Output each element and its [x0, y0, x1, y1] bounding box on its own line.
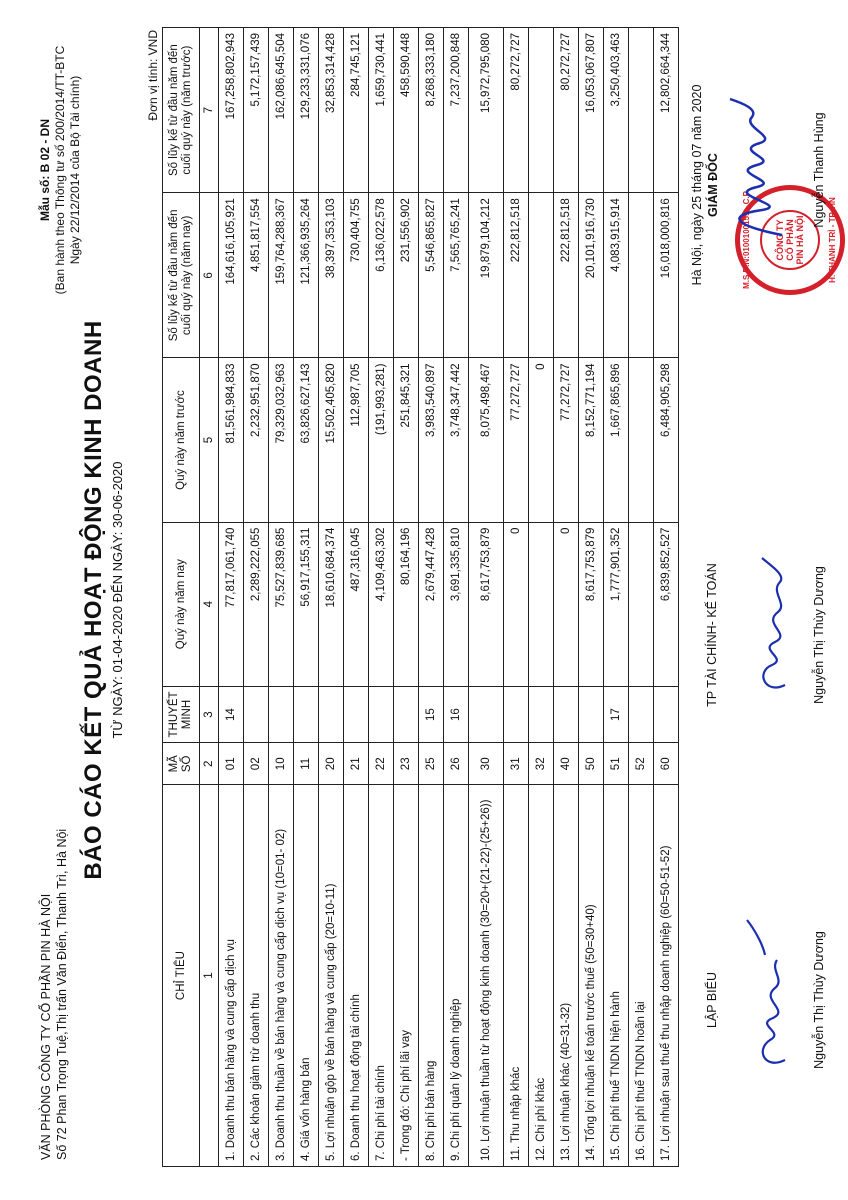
row-item-name: 17. Lợi nhuận sau thuế thu nhập doanh nghiệp (60=50-51-52) [654, 785, 679, 1167]
preparer-signature [735, 910, 805, 1080]
table-row [344, 28, 369, 1167]
table-row [629, 28, 654, 1167]
row-quarter-previous: 77,272,727 [504, 358, 529, 522]
row-ytd-current: 7,565,765,241 [444, 193, 469, 358]
director-name: Nguyễn Thanh Hùng [812, 112, 826, 228]
row-code: 10 [269, 743, 294, 785]
row-note [579, 686, 604, 743]
col-header-q-prev: Quý này năm trước [163, 358, 200, 522]
table-row [654, 28, 679, 1167]
row-note [504, 686, 529, 743]
row-code: 30 [469, 743, 504, 785]
row-ytd-previous: 12,802,664,344 [654, 28, 679, 193]
row-quarter-current: 77,817,061,740 [219, 522, 244, 686]
table-row [219, 28, 244, 1167]
director-title: GIÁM ĐỐC [706, 153, 720, 217]
row-quarter-previous: 2,232,951,870 [244, 358, 269, 522]
table-row [604, 28, 629, 1167]
col-header-code: MÃ SỐ [163, 743, 200, 785]
row-ytd-previous [629, 28, 654, 193]
row-ytd-previous [529, 28, 554, 193]
row-note: 17 [604, 686, 629, 743]
col-index: 1 [200, 785, 219, 1167]
col-header-item: CHỈ TIÊU [163, 785, 200, 1167]
row-note [344, 686, 369, 743]
row-quarter-current: 4,109,463,302 [369, 522, 394, 686]
row-item-name: 4. Giá vốn hàng bán [294, 785, 319, 1167]
row-quarter-current [529, 522, 554, 686]
row-quarter-previous: 15,502,405,820 [319, 358, 344, 522]
col-index: 6 [200, 193, 219, 358]
row-quarter-current: 3,691,335,810 [444, 522, 469, 686]
table-row [554, 28, 579, 1167]
header-row [163, 28, 200, 1167]
row-note: 14 [219, 686, 244, 743]
preparer-block [705, 910, 719, 1090]
col-index: 4 [200, 522, 219, 686]
row-ytd-current: 159,764,288,367 [269, 193, 294, 358]
row-quarter-current [629, 522, 654, 686]
row-quarter-previous: 251,845,321 [394, 358, 419, 522]
row-item-name: 6. Doanh thu hoạt động tài chính [344, 785, 369, 1167]
row-code: 25 [419, 743, 444, 785]
row-ytd-current: 231,556,902 [394, 193, 419, 358]
row-quarter-previous: 63,826,627,143 [294, 358, 319, 522]
table-row [269, 28, 294, 1167]
row-ytd-previous: 284,745,121 [344, 28, 369, 193]
row-item-name: 12. Chi phí khác [529, 785, 554, 1167]
row-ytd-current: 38,397,353,103 [319, 193, 344, 358]
row-note [294, 686, 319, 743]
row-quarter-current: 8,617,753,879 [579, 522, 604, 686]
form-note: (Ban hành theo Thông tư số 200/2014/TT-BTC [53, 45, 67, 295]
row-note: 15 [419, 686, 444, 743]
row-quarter-previous: 1,667,865,896 [604, 358, 629, 522]
row-ytd-current [529, 193, 554, 358]
row-quarter-previous: 3,748,347,442 [444, 358, 469, 522]
row-note [529, 686, 554, 743]
index-row [200, 28, 219, 1167]
table-row [469, 28, 504, 1167]
row-item-name: 9. Chi phí quản lý doanh nghiệp [444, 785, 469, 1167]
row-ytd-previous: 5,172,157,439 [244, 28, 269, 193]
row-ytd-current: 19,879,104,212 [469, 193, 504, 358]
row-note [629, 686, 654, 743]
accountant-name: Nguyễn Thị Thùy Dương [812, 566, 826, 704]
row-note [269, 686, 294, 743]
row-ytd-previous: 1,659,730,441 [369, 28, 394, 193]
seal-line-2: CỔ PHẦN [785, 219, 795, 261]
row-code: 52 [629, 743, 654, 785]
row-item-name: 1. Doanh thu bán hàng và cung cấp dịch vụ [219, 785, 244, 1167]
row-quarter-previous: 81,561,984,833 [219, 358, 244, 522]
table-row [529, 28, 554, 1167]
col-header-ytd-cur: Số lũy kế từ đầu năm đến cuối quý này (năm nay) [163, 193, 200, 358]
row-code: 23 [394, 743, 419, 785]
row-quarter-current: 0 [554, 522, 579, 686]
table-row [504, 28, 529, 1167]
row-ytd-current: 222,812,518 [554, 193, 579, 358]
row-ytd-previous: 3,250,403,463 [604, 28, 629, 193]
row-quarter-current: 6,839,852,527 [654, 522, 679, 686]
row-quarter-previous: 0 [529, 358, 554, 522]
row-note [244, 686, 269, 743]
accountant-title: TP TÀI CHÍNH- KẾ TOÁN [705, 563, 719, 707]
row-item-name: 13. Lợi nhuận khác (40=31-32) [554, 785, 579, 1167]
row-quarter-current: 18,610,684,374 [319, 522, 344, 686]
form-info [38, 20, 83, 320]
row-quarter-current: 8,617,753,879 [469, 522, 504, 686]
col-index: 3 [200, 686, 219, 743]
row-ytd-current: 4,851,817,554 [244, 193, 269, 358]
row-item-name: - Trong đó: Chi phí lãi vay [394, 785, 419, 1167]
row-note [369, 686, 394, 743]
col-index: 5 [200, 358, 219, 522]
row-item-name: 11. Thu nhập khác [504, 785, 529, 1167]
row-ytd-current [629, 193, 654, 358]
row-item-name: 2. Các khoản giảm trừ doanh thu [244, 785, 269, 1167]
report-period: TỪ NGÀY: 01-04-2020 ĐẾN NGÀY: 30-06-2020 [110, 461, 125, 739]
table-body [219, 28, 679, 1167]
row-code: 40 [554, 743, 579, 785]
row-quarter-previous: (191,993,281) [369, 358, 394, 522]
table-row [319, 28, 344, 1167]
row-item-name: 14. Tổng lợi nhuận kế toán trước thuế (50=30+40) [579, 785, 604, 1167]
row-ytd-previous: 8,268,333,180 [419, 28, 444, 193]
row-note [654, 686, 679, 743]
row-item-name: 10. Lợi nhuận thuần từ hoạt động kinh doanh (30=20+(21-22)-(25+26)) [469, 785, 504, 1167]
row-quarter-previous: 3,983,540,897 [419, 358, 444, 522]
form-number: Mẫu số: B 02 - DN [38, 119, 52, 222]
row-quarter-previous: 8,075,498,467 [469, 358, 504, 522]
row-quarter-previous: 8,152,771,194 [579, 358, 604, 522]
table-row [394, 28, 419, 1167]
row-ytd-current: 16,018,000,816 [654, 193, 679, 358]
row-quarter-previous: 112,987,705 [344, 358, 369, 522]
row-ytd-current: 4,083,915,914 [604, 193, 629, 358]
seal-line-3: PIN HÀ NỘI [795, 215, 805, 265]
row-ytd-current: 5,546,865,827 [419, 193, 444, 358]
row-ytd-previous: 80,272,727 [504, 28, 529, 193]
row-quarter-current: 75,527,839,685 [269, 522, 294, 686]
row-ytd-current: 730,404,755 [344, 193, 369, 358]
row-code: 11 [294, 743, 319, 785]
row-item-name: 8. Chi phí bán hàng [419, 785, 444, 1167]
table-row [244, 28, 269, 1167]
table-row [579, 28, 604, 1167]
currency-unit: Đơn vị tính: VND [146, 30, 160, 121]
row-note: 16 [444, 686, 469, 743]
row-code: 26 [444, 743, 469, 785]
company-address: Số 72 Phan Trọng Tuệ,Thị trấn Văn Điển, Thanh Trì, Hà Nội [55, 828, 69, 1160]
table-row [444, 28, 469, 1167]
row-item-name: 7. Chi phí tài chính [369, 785, 394, 1167]
row-ytd-previous: 162,086,645,504 [269, 28, 294, 193]
preparer-name: Nguyễn Thị Thùy Dương [812, 931, 826, 1069]
row-note [469, 686, 504, 743]
row-item-name: 3. Doanh thu thuần về bán hàng và cung cấp dịch vụ (10=01- 02) [269, 785, 294, 1167]
table-row [369, 28, 394, 1167]
col-header-q-cur: Quý này năm nay [163, 522, 200, 686]
row-code: 21 [344, 743, 369, 785]
director-signature [712, 95, 802, 245]
report-title: BÁO CÁO KẾT QUẢ HOẠT ĐỘNG KINH DOANH [80, 320, 107, 880]
row-code: 32 [529, 743, 554, 785]
row-code: 31 [504, 743, 529, 785]
row-ytd-current: 222,812,518 [504, 193, 529, 358]
row-ytd-previous: 129,233,331,076 [294, 28, 319, 193]
row-quarter-current: 487,316,045 [344, 522, 369, 686]
row-ytd-previous: 458,590,448 [394, 28, 419, 193]
row-quarter-current: 56,917,155,311 [294, 522, 319, 686]
form-date: Ngày 22/12/2014 của Bộ Tài chính) [68, 75, 82, 265]
income-statement-table [162, 27, 679, 1167]
table-row [294, 28, 319, 1167]
company-name: VĂN PHÒNG CÔNG TY CỔ PHẦN PIN HÀ NỘI [39, 893, 53, 1160]
row-quarter-current: 80,164,196 [394, 522, 419, 686]
col-header-ytd-prev: Số lũy kế từ đầu năm đến cuối quý này (năm trước) [163, 28, 200, 193]
row-code: 22 [369, 743, 394, 785]
row-ytd-previous: 15,972,795,080 [469, 28, 504, 193]
row-ytd-previous: 16,053,067,807 [579, 28, 604, 193]
seal-ring-top: M.S.D.N:0100100159 - C.P [742, 191, 751, 289]
row-ytd-current: 6,136,022,578 [369, 193, 394, 358]
company-header [38, 829, 70, 1160]
row-item-name: 15. Chi phí thuế TNDN hiện hành [604, 785, 629, 1167]
row-ytd-current: 164,616,105,921 [219, 193, 244, 358]
row-item-name: 5. Lợi nhuận gộp về bán hàng và cung cấp (20=10-11) [319, 785, 344, 1167]
row-ytd-previous: 80,272,727 [554, 28, 579, 193]
col-index: 2 [200, 743, 219, 785]
row-code: 50 [579, 743, 604, 785]
row-quarter-current: 0 [504, 522, 529, 686]
row-quarter-current: 2,679,447,428 [419, 522, 444, 686]
signing-date: Hà Nội, ngày 25 tháng 07 năm 2020 [690, 84, 704, 286]
row-code: 51 [604, 743, 629, 785]
row-quarter-previous: 77,272,727 [554, 358, 579, 522]
row-ytd-current: 20,101,916,730 [579, 193, 604, 358]
row-ytd-previous: 167,258,802,943 [219, 28, 244, 193]
row-note [394, 686, 419, 743]
row-item-name: 16. Chi phí thuế TNDN hoãn lại [629, 785, 654, 1167]
row-ytd-previous: 32,853,314,428 [319, 28, 344, 193]
row-ytd-current: 121,366,935,264 [294, 193, 319, 358]
row-quarter-previous: 79,329,032,963 [269, 358, 294, 522]
seal-ring-bottom: H. THANH TRÌ - TP. HN [828, 197, 837, 283]
seal-line-1: CÔNG TY [775, 219, 785, 261]
row-quarter-previous: 6,484,905,298 [654, 358, 679, 522]
row-code: 60 [654, 743, 679, 785]
row-quarter-current: 1,777,901,352 [604, 522, 629, 686]
row-quarter-current: 2,289,222,055 [244, 522, 269, 686]
row-note [554, 686, 579, 743]
row-ytd-previous: 7,237,200,848 [444, 28, 469, 193]
row-code: 02 [244, 743, 269, 785]
table-row [419, 28, 444, 1167]
row-note [319, 686, 344, 743]
row-code: 20 [319, 743, 344, 785]
preparer-title: LẬP BIỂU [705, 971, 719, 1029]
accountant-signature [740, 550, 805, 700]
row-code: 01 [219, 743, 244, 785]
row-quarter-previous [629, 358, 654, 522]
col-header-note: THUYẾT MINH [163, 686, 200, 743]
col-index: 7 [200, 28, 219, 193]
